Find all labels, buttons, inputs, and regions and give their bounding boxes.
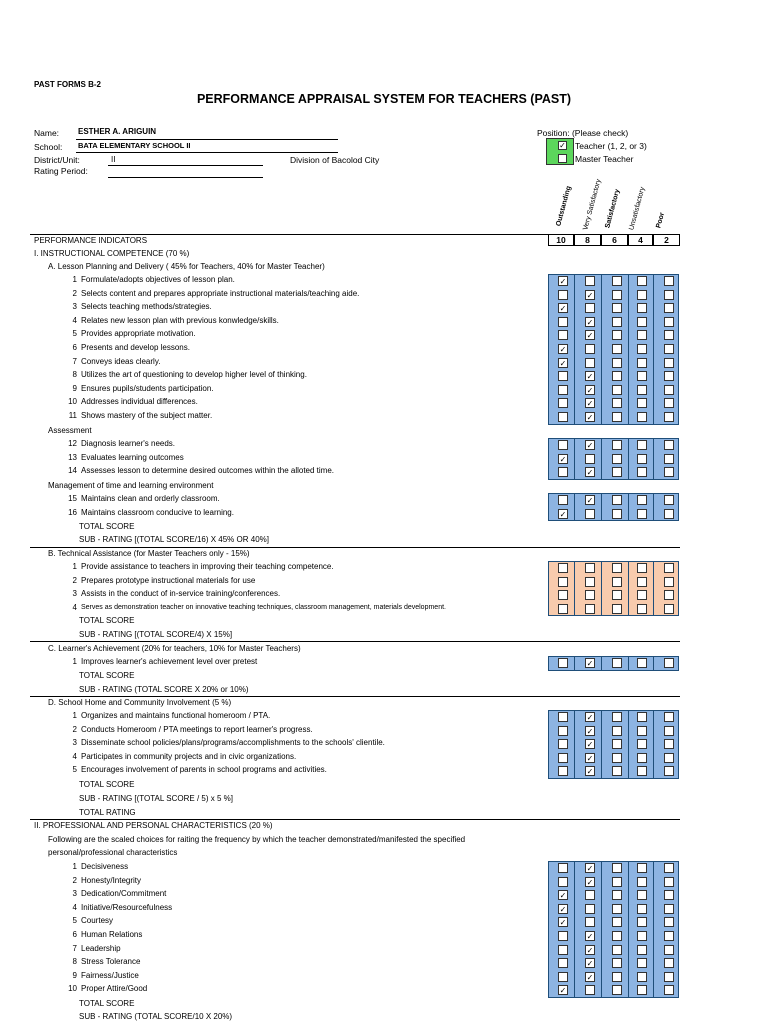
rating-checkbox[interactable]	[664, 317, 674, 327]
rating-checkbox[interactable]	[612, 890, 622, 900]
item-text: Provide assistance to teachers in improving their teaching competence.	[81, 562, 334, 571]
rating-checkbox[interactable]: ✓	[586, 413, 594, 422]
rating-checkbox[interactable]: ✓	[586, 945, 594, 955]
district-label: District/Unit:	[34, 155, 80, 165]
rating-checkbox[interactable]: ✓	[586, 331, 594, 341]
rating-checkbox[interactable]	[664, 495, 674, 505]
item-text: Prepares prototype instructional materials for use	[81, 575, 256, 585]
item-text: Courtesy	[81, 916, 114, 926]
rating-checkbox[interactable]	[612, 276, 622, 286]
management-title: Management of time and learning environment	[48, 481, 214, 490]
rating-checkbox[interactable]	[612, 917, 622, 927]
item-number: 2	[72, 724, 77, 734]
rating-checkbox[interactable]	[637, 917, 647, 927]
rating-checkbox[interactable]	[558, 590, 568, 600]
rating-checkbox[interactable]	[664, 877, 674, 887]
rating-checkbox[interactable]: ✓	[586, 972, 594, 982]
district-value[interactable]: II	[111, 155, 116, 164]
scale-value-4: 4	[628, 234, 653, 246]
rating-checkbox[interactable]	[664, 604, 674, 614]
item-number: 1	[72, 562, 77, 571]
rating-checkbox[interactable]	[637, 972, 647, 982]
rating-checkbox[interactable]: ✓	[559, 986, 567, 996]
rating-checkbox[interactable]: ✓	[586, 959, 594, 969]
rating-checkbox[interactable]	[585, 344, 595, 354]
rating-checkbox[interactable]	[637, 712, 647, 722]
division-value: Division of Bacolod City	[290, 155, 380, 165]
school-value[interactable]: BATA ELEMENTARY SCHOOL II	[78, 141, 191, 150]
item-text: Encourages involvement of parents in school programs and activities.	[81, 765, 327, 775]
rating-checkbox[interactable]	[558, 863, 568, 873]
rating-checkbox[interactable]	[612, 385, 622, 395]
rating-checkbox[interactable]	[612, 412, 622, 422]
rating-checkbox[interactable]: ✓	[586, 468, 594, 478]
rating-checkbox[interactable]	[637, 753, 647, 763]
rating-checkbox[interactable]	[612, 658, 622, 668]
rating-checkbox[interactable]	[664, 412, 674, 422]
item-number: 7	[72, 943, 77, 953]
rating-checkbox[interactable]	[612, 931, 622, 941]
rating-checkbox[interactable]	[612, 958, 622, 968]
rating-checkbox[interactable]	[664, 509, 674, 519]
item-number: 4	[72, 902, 77, 912]
rating-checkbox[interactable]: ✓	[559, 345, 567, 354]
rating-checkbox[interactable]	[612, 303, 622, 313]
item-text: Shows mastery of the subject matter.	[81, 411, 213, 420]
rating-checkbox[interactable]	[612, 344, 622, 354]
item-number: 6	[72, 930, 77, 939]
item-number: 1	[72, 657, 77, 666]
rating-checkbox[interactable]	[664, 371, 674, 381]
rating-checkbox[interactable]	[664, 385, 674, 395]
rating-checkbox[interactable]: ✓	[586, 753, 594, 763]
rating-checkbox[interactable]	[664, 904, 674, 914]
rating-checkbox[interactable]	[664, 563, 674, 573]
rating-checkbox[interactable]	[612, 863, 622, 873]
rating-checkbox[interactable]	[612, 358, 622, 368]
rating-checkbox[interactable]	[637, 945, 647, 955]
section1-title: I. INSTRUCTIONAL COMPETENCE (70 %)	[34, 249, 190, 258]
rating-checkbox[interactable]	[558, 726, 568, 736]
rating-checkbox[interactable]	[664, 863, 674, 873]
rating-checkbox[interactable]	[612, 495, 622, 505]
rating-checkbox[interactable]	[612, 317, 622, 327]
partA-total-score: TOTAL SCORE	[79, 522, 135, 531]
rating-checkbox[interactable]	[664, 945, 674, 955]
item-text: Selects content and prepares appropriate instructional materials/teaching aide.	[81, 288, 360, 298]
item-number: 16	[68, 507, 77, 517]
scale-label-unsatisfactory: Unsatisfactory	[628, 186, 647, 231]
item-number: 4	[72, 315, 77, 325]
section2-total-score: TOTAL SCORE	[79, 999, 135, 1008]
item-number: 3	[72, 589, 77, 599]
rating-checkbox[interactable]	[637, 726, 647, 736]
rating-checkbox[interactable]	[612, 590, 622, 600]
item-number: 1	[72, 711, 77, 720]
rating-checkbox[interactable]	[664, 276, 674, 286]
rating-checkbox[interactable]: ✓	[559, 304, 567, 314]
rating-checkbox[interactable]	[558, 739, 568, 749]
rating-checkbox[interactable]	[612, 454, 622, 464]
rating-checkbox[interactable]: ✓	[586, 713, 594, 722]
rating-checkbox[interactable]	[664, 739, 674, 749]
rating-checkbox[interactable]	[637, 303, 647, 313]
rating-checkbox[interactable]	[664, 330, 674, 340]
scale-label-outstanding: Outstanding	[555, 185, 573, 227]
rating-checkbox[interactable]	[637, 330, 647, 340]
item-text: Selects teaching methods/strategies.	[81, 302, 212, 312]
rating-checkbox[interactable]	[558, 412, 568, 422]
item-text: Dedication/Commitment	[81, 889, 167, 899]
rating-checkbox[interactable]	[558, 958, 568, 968]
rating-checkbox[interactable]	[637, 766, 647, 776]
item-text: Presents and develop lessons.	[81, 343, 190, 352]
rating-checkbox[interactable]	[558, 317, 568, 327]
name-value[interactable]: ESTHER A. ARIGUIN	[78, 127, 157, 136]
rating-checkbox[interactable]	[585, 358, 595, 368]
rating-checkbox[interactable]	[637, 344, 647, 354]
rating-checkbox[interactable]	[664, 398, 674, 408]
item-number: 10	[68, 397, 77, 407]
rating-checkbox[interactable]	[664, 467, 674, 477]
item-number: 13	[68, 452, 77, 462]
item-number: 5	[72, 765, 77, 775]
rating-checkbox[interactable]	[664, 344, 674, 354]
rating-checkbox[interactable]: ✓	[559, 277, 567, 286]
item-text: Serves as demonstration teacher on innovative teaching techniques, classroom management, materials development.	[81, 603, 446, 611]
rating-checkbox[interactable]	[637, 412, 647, 422]
rating-checkbox[interactable]	[558, 467, 568, 477]
item-text: Fairness/Justice	[81, 970, 139, 980]
rating-checkbox[interactable]	[664, 658, 674, 668]
item-text: Maintains classroom conducive to learning.	[81, 507, 234, 517]
rating-checkbox[interactable]	[637, 658, 647, 668]
rating-checkbox[interactable]: ✓	[559, 509, 567, 519]
rating-checkbox[interactable]	[558, 945, 568, 955]
rating-checkbox[interactable]	[664, 985, 674, 995]
rating-checkbox[interactable]	[664, 890, 674, 900]
rating-checkbox[interactable]	[612, 563, 622, 573]
rating-checkbox[interactable]	[558, 577, 568, 587]
rating-checkbox[interactable]: ✓	[559, 358, 567, 368]
item-text: Organizes and maintains functional homeroom / PTA.	[81, 711, 271, 720]
rating-checkbox[interactable]	[637, 604, 647, 614]
rating-checkbox[interactable]: ✓	[586, 864, 594, 873]
rating-checkbox[interactable]	[637, 385, 647, 395]
scale-label-poor: Poor	[655, 211, 667, 229]
rating-checkbox[interactable]	[585, 303, 595, 313]
rating-checkbox[interactable]	[637, 276, 647, 286]
rating-checkbox[interactable]	[612, 904, 622, 914]
rating-checkbox[interactable]	[664, 358, 674, 368]
rating-checkbox[interactable]	[585, 563, 595, 573]
rating-checkbox[interactable]: ✓	[586, 399, 594, 409]
rating-checkbox[interactable]	[585, 590, 595, 600]
rating-checkbox[interactable]: ✓	[559, 454, 567, 464]
form-code: PAST FORMS B-2	[34, 80, 101, 89]
rating-checkbox[interactable]	[664, 726, 674, 736]
item-text: Formulate/adopts objectives of lesson plan.	[81, 275, 235, 284]
item-text: Stress Tolerance	[81, 957, 141, 967]
rating-checkbox[interactable]	[664, 766, 674, 776]
rating-checkbox[interactable]	[637, 495, 647, 505]
rating-checkbox[interactable]: ✓	[559, 918, 567, 928]
partD-title: D. School Home and Community Involvement (5 %)	[48, 698, 232, 707]
rating-checkbox[interactable]	[558, 330, 568, 340]
rating-checkbox[interactable]	[558, 604, 568, 614]
item-number: 3	[72, 889, 77, 899]
item-number: 9	[72, 970, 77, 980]
rating-checkbox[interactable]	[558, 290, 568, 300]
rating-checkbox[interactable]	[637, 877, 647, 887]
rating-checkbox[interactable]	[637, 358, 647, 368]
item-number: 7	[72, 356, 77, 366]
item-number: 2	[72, 875, 77, 885]
performance-indicators-header: PERFORMANCE INDICATORS	[34, 236, 148, 245]
partB-total-score: TOTAL SCORE	[79, 616, 135, 625]
item-text: Conducts Homeroom / PTA meetings to report learner's progress.	[81, 724, 313, 734]
rating-checkbox[interactable]	[637, 958, 647, 968]
rating-checkbox[interactable]	[637, 931, 647, 941]
item-text: Ensures pupils/students participation.	[81, 383, 214, 393]
item-number: 5	[72, 916, 77, 926]
rating-period-label: Rating Period:	[34, 166, 88, 176]
position-label: Position: (Please check)	[537, 128, 629, 138]
rating-checkbox[interactable]	[585, 604, 595, 614]
item-text: Proper Attire/Good	[81, 984, 148, 994]
rating-checkbox[interactable]	[612, 739, 622, 749]
rating-checkbox[interactable]	[612, 290, 622, 300]
rating-checkbox[interactable]	[612, 371, 622, 381]
item-text: Decisiveness	[81, 862, 129, 871]
rating-checkbox[interactable]	[612, 577, 622, 587]
scale-value-2: 2	[653, 234, 680, 246]
assessment-title: Assessment	[48, 426, 92, 435]
item-number: 3	[72, 302, 77, 312]
rating-checkbox[interactable]: ✓	[586, 740, 594, 750]
item-text: Honesty/Integrity	[81, 875, 142, 885]
rating-checkbox[interactable]	[585, 509, 595, 519]
rating-checkbox[interactable]: ✓	[586, 767, 594, 777]
rating-checkbox[interactable]	[637, 467, 647, 477]
item-number: 3	[72, 738, 77, 748]
rating-checkbox[interactable]	[637, 398, 647, 408]
item-number: 1	[72, 862, 77, 871]
section2-sub-rating: SUB - RATING (TOTAL SCORE/10 X 20%)	[79, 1012, 233, 1021]
rating-checkbox[interactable]	[558, 563, 568, 573]
rating-checkbox[interactable]	[558, 766, 568, 776]
section2-desc1: Following are the scaled choices for raiting the frequency by which the teacher demonstrated/manifested the specified	[48, 835, 466, 844]
rating-checkbox[interactable]	[637, 317, 647, 327]
name-label: Name:	[34, 128, 60, 138]
rating-checkbox[interactable]: ✓	[586, 726, 594, 736]
rating-checkbox[interactable]	[585, 985, 595, 995]
teacher-checkbox[interactable]: ✓	[559, 141, 566, 150]
item-number: 9	[72, 383, 77, 393]
rating-checkbox[interactable]	[558, 712, 568, 722]
rating-checkbox[interactable]	[585, 454, 595, 464]
rating-checkbox[interactable]	[637, 590, 647, 600]
rating-checkbox[interactable]	[664, 958, 674, 968]
rating-checkbox[interactable]	[612, 330, 622, 340]
rating-checkbox[interactable]: ✓	[586, 317, 594, 327]
rating-checkbox[interactable]	[612, 726, 622, 736]
rating-checkbox[interactable]	[637, 577, 647, 587]
rating-checkbox[interactable]	[637, 440, 647, 450]
item-text: Evaluates learning outcomes	[81, 452, 184, 462]
item-text: Addresses individual differences.	[81, 397, 198, 407]
rating-checkbox[interactable]	[637, 371, 647, 381]
item-number: 5	[72, 329, 77, 339]
rating-checkbox[interactable]: ✓	[586, 659, 594, 668]
rating-checkbox[interactable]	[637, 890, 647, 900]
rating-checkbox[interactable]	[637, 739, 647, 749]
section2-title: II. PROFESSIONAL AND PERSONAL CHARACTERISTICS (20 %)	[34, 821, 273, 830]
item-number: 14	[68, 466, 77, 476]
rating-checkbox[interactable]	[612, 985, 622, 995]
rating-checkbox[interactable]	[664, 712, 674, 722]
page-title: PERFORMANCE APPRAISAL SYSTEM FOR TEACHERS (PAST)	[196, 92, 572, 106]
rating-checkbox[interactable]	[612, 877, 622, 887]
rating-checkbox[interactable]: ✓	[559, 891, 567, 901]
item-text: Participates in community projects and in civic organizations.	[81, 751, 297, 761]
rating-checkbox[interactable]	[637, 985, 647, 995]
rating-checkbox[interactable]	[612, 604, 622, 614]
partB-title: B. Technical Assistance (for Master Teachers only - 15%)	[48, 549, 250, 558]
rating-checkbox[interactable]	[664, 577, 674, 587]
rating-checkbox[interactable]	[612, 398, 622, 408]
item-text: Provides appropriate motivation.	[81, 329, 196, 339]
school-label: School:	[34, 142, 63, 152]
teacher-option-label: Teacher (1, 2, or 3)	[575, 141, 647, 151]
rating-checkbox[interactable]: ✓	[586, 441, 594, 450]
item-number: 4	[72, 602, 77, 612]
rating-checkbox[interactable]: ✓	[586, 372, 594, 382]
rating-checkbox[interactable]	[637, 563, 647, 573]
rating-checkbox[interactable]: ✓	[586, 932, 594, 941]
item-number: 2	[72, 575, 77, 585]
scale-label-satisfactory: Satisfactory	[604, 188, 622, 229]
rating-checkbox[interactable]: ✓	[586, 290, 594, 300]
rating-checkbox[interactable]	[637, 290, 647, 300]
item-text: Assists in the conduct of in-service training/conferences.	[81, 589, 281, 599]
item-text: Utilizes the art of questioning to develop higher level of thinking.	[81, 370, 307, 380]
partC-title: C. Learner's Achievement (20% for teachers, 10% for Master Teachers)	[48, 644, 301, 653]
item-number: 1	[72, 275, 77, 284]
rating-checkbox[interactable]	[558, 931, 568, 941]
scale-value-10: 10	[548, 234, 574, 246]
rating-checkbox[interactable]	[637, 509, 647, 519]
rating-checkbox[interactable]	[612, 712, 622, 722]
rating-checkbox[interactable]	[612, 972, 622, 982]
rating-checkbox[interactable]	[558, 877, 568, 887]
partC-sub-rating: SUB - RATING (TOTAL SCORE X 20% or 10%)	[79, 685, 249, 694]
rating-checkbox[interactable]	[664, 454, 674, 464]
scale-value-6: 6	[601, 234, 628, 246]
item-number: 6	[72, 343, 77, 352]
partD-total-score: TOTAL SCORE	[79, 780, 135, 789]
rating-checkbox[interactable]	[558, 495, 568, 505]
item-number: 8	[72, 957, 77, 967]
rating-checkbox[interactable]	[558, 658, 568, 668]
master-teacher-option-label: Master Teacher	[575, 154, 634, 164]
rating-checkbox[interactable]	[558, 440, 568, 450]
item-number: 2	[72, 288, 77, 298]
rating-checkbox[interactable]	[585, 577, 595, 587]
item-number: 8	[72, 370, 77, 380]
item-text: Maintains clean and orderly classroom.	[81, 494, 220, 503]
rating-checkbox[interactable]	[585, 890, 595, 900]
rating-checkbox[interactable]	[612, 467, 622, 477]
rating-checkbox[interactable]	[664, 590, 674, 600]
rating-checkbox[interactable]	[637, 863, 647, 873]
item-text: Conveys ideas clearly.	[81, 356, 161, 366]
rating-checkbox[interactable]	[664, 972, 674, 982]
partB-sub-rating: SUB - RATING [(TOTAL SCORE/4) X 15%]	[79, 630, 233, 639]
rating-checkbox[interactable]	[664, 917, 674, 927]
rating-checkbox[interactable]	[664, 440, 674, 450]
rating-checkbox[interactable]	[637, 454, 647, 464]
partD-total-rating: TOTAL RATING	[79, 808, 136, 817]
item-text: Relates new lesson plan with previous konwledge/skills.	[81, 315, 279, 325]
rating-checkbox[interactable]	[558, 371, 568, 381]
item-number: 10	[68, 984, 77, 994]
rating-checkbox[interactable]	[612, 753, 622, 763]
partA-sub-rating: SUB - RATING [(TOTAL SCORE/16) X 45% OR 40%]	[79, 535, 269, 544]
section2-desc2: personal/professional characteristics	[48, 848, 178, 857]
scale-label-very-satisfactory: Very Satisfactory	[582, 178, 603, 231]
partD-sub-rating: SUB - RATING [(TOTAL SCORE / 5) x 5 %]	[79, 794, 233, 803]
partA-title: A. Lesson Planning and Delivery ( 45% for Teachers, 40% for Master Teacher)	[48, 262, 325, 271]
item-text: Initiative/Resourcefulness	[81, 902, 173, 912]
rating-checkbox[interactable]	[664, 290, 674, 300]
rating-checkbox[interactable]	[664, 931, 674, 941]
rating-checkbox[interactable]	[558, 972, 568, 982]
rating-checkbox[interactable]	[585, 917, 595, 927]
rating-checkbox[interactable]	[612, 509, 622, 519]
rating-checkbox[interactable]	[664, 303, 674, 313]
scale-value-8: 8	[574, 234, 601, 246]
item-text: Improves learner's achievement level over pretest	[81, 657, 258, 666]
item-text: Human Relations	[81, 930, 143, 939]
rating-checkbox[interactable]	[664, 753, 674, 763]
item-number: 15	[68, 494, 77, 503]
partC-total-score: TOTAL SCORE	[79, 671, 135, 680]
rating-checkbox[interactable]	[612, 945, 622, 955]
rating-checkbox[interactable]	[558, 385, 568, 395]
rating-checkbox[interactable]	[612, 440, 622, 450]
rating-checkbox[interactable]: ✓	[586, 385, 594, 395]
rating-checkbox[interactable]: ✓	[586, 877, 594, 887]
rating-checkbox[interactable]	[558, 753, 568, 763]
item-number: 12	[68, 439, 77, 448]
item-text: Leadership	[81, 943, 121, 953]
rating-checkbox[interactable]	[612, 766, 622, 776]
rating-checkbox[interactable]	[637, 904, 647, 914]
item-text: Diagnosis learner's needs.	[81, 439, 176, 448]
item-number: 4	[72, 751, 77, 761]
rating-checkbox[interactable]	[558, 398, 568, 408]
rating-checkbox[interactable]: ✓	[586, 496, 594, 505]
rating-checkbox[interactable]	[585, 904, 595, 914]
item-text: Disseminate school policies/plans/programs/accomplishments to the schools' clientile.	[81, 738, 385, 748]
rating-checkbox[interactable]	[585, 276, 595, 286]
item-text: Assesses lesson to determine desired outcomes within the alloted time.	[81, 466, 335, 476]
master-teacher-checkbox[interactable]	[558, 154, 567, 163]
item-number: 11	[68, 411, 77, 420]
rating-checkbox[interactable]: ✓	[559, 904, 567, 914]
